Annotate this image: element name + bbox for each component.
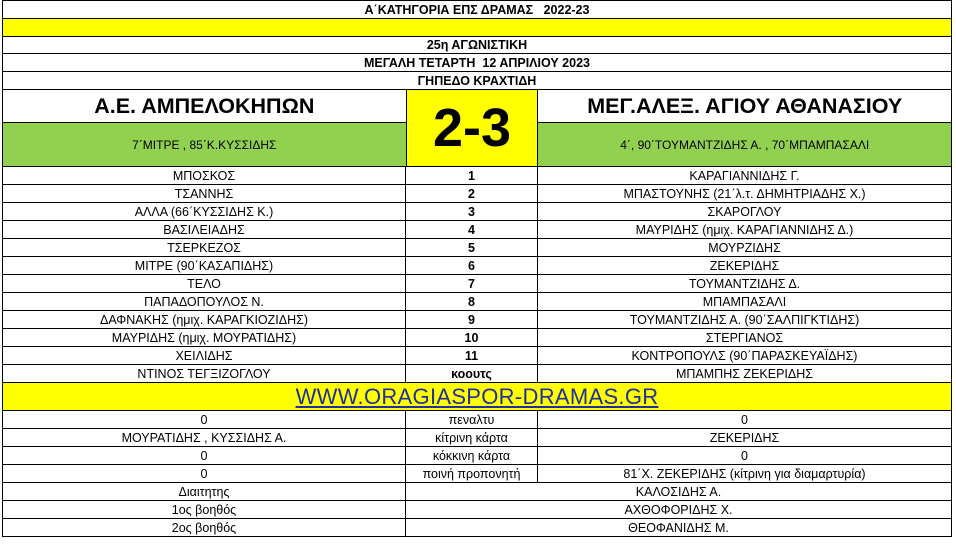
round-label: 25η ΑΓΩΝΙΣΤΙΚΗ (426, 38, 528, 52)
home-player: ΔΑΦΝΑΚΗΣ (ημιχ. ΚΑΡΑΓΚΙΟΖΙΔΗΣ) (3, 311, 406, 328)
away-player: ΤΟΥΜΑΝΤΖΙΔΗΣ Α. (90΄ΣΑΛΠΙΓΚΤΙΔΗΣ) (629, 312, 860, 327)
stat-label: ποινή προπονητή (406, 465, 538, 482)
home-stat-value: ΜΟΥΡΑΤΙΔΗΣ , ΚΥΣΣΙΔΗΣ Α. (3, 429, 406, 446)
away-player: ΚΟΝΤΡΟΠΟΥΛΣ (90΄ΠΑΡΑΣΚΕΥΑΪΔΗΣ) (631, 348, 858, 363)
stat-row (2, 429, 952, 447)
away-player: ΜΠΑΜΠΗΣ ΖΕΚΕΡΙΔΗΣ (675, 366, 813, 381)
home-player: ΤΣΑΝΝΗΣ (3, 185, 406, 202)
away-player: ΜΑΥΡΙΔΗΣ (ημιχ. ΚΑΡΑΓΙΑΝΝΙΔΗΣ Δ.) (635, 222, 854, 237)
stat-row (2, 465, 952, 483)
shirt-number: 6 (406, 257, 538, 274)
shirt-number: 4 (406, 221, 538, 238)
lineup-row (2, 293, 952, 311)
away-stat-value: 0 (741, 448, 748, 463)
official-row (2, 483, 952, 501)
home-player: ΑΛΛΑ (66΄ΚΥΣΣΙΔΗΣ Κ.) (3, 203, 406, 220)
lineup-row (2, 311, 952, 329)
home-player: ΤΕΛΟ (3, 275, 406, 292)
lineup-row (2, 239, 952, 257)
home-team-name: Α.Ε. ΑΜΠΕΛΟΚΗΠΩΝ (94, 93, 315, 118)
final-score: 2-3 (407, 90, 539, 166)
website-link[interactable]: WWW.ORAGIASPOR-DRAMAS.GR (295, 383, 659, 409)
home-scorers: 7΄ΜΙΤΡΕ , 85΄Κ.ΚΥΣΣΙΔΗΣ (3, 122, 406, 166)
stat-row (2, 411, 952, 429)
stats-table (2, 411, 952, 483)
stat-row (2, 447, 952, 465)
lineup-row (2, 167, 952, 185)
stat-label: κίτρινη κάρτα (406, 429, 538, 446)
shirt-number: 11 (406, 347, 538, 364)
home-side (3, 90, 407, 166)
lineup-row (2, 347, 952, 365)
website-row (2, 383, 952, 411)
venue-row (2, 72, 952, 90)
home-stat-value: 0 (3, 447, 406, 464)
shirt-number: κοουτς (406, 365, 538, 382)
away-player: ΣΚΑΡΟΓΛΟΥ (707, 204, 782, 219)
yellow-divider (2, 19, 952, 37)
away-player: ΜΟΥΡΖΙΔΗΣ (708, 240, 781, 255)
official-role: Διαιτητης (3, 483, 406, 500)
away-stat-value: ΖΕΚΕΡΙΔΗΣ (709, 430, 780, 445)
away-scorers: 4΄, 90΄ΤΟΥΜΑΝΤΖΙΔΗΣ Α. , 70΄ΜΠΑΜΠΑΣΑΛΙ (538, 122, 951, 166)
shirt-number: 5 (406, 239, 538, 256)
shirt-number: 3 (406, 203, 538, 220)
home-player: ΜΙΤΡΕ (90΄ΚΑΣΑΠΙΔΗΣ) (3, 257, 406, 274)
stat-label: πεναλτυ (406, 411, 538, 428)
home-stat-value: 0 (3, 411, 406, 428)
official-name: ΚΑΛΟΣΙΔΗΣ Α. (635, 484, 722, 499)
home-player: ΝΤΙΝΟΣ ΤΕΓΞΙΖΟΓΛΟΥ (3, 365, 406, 382)
away-player: ΤΟΥΜΑΝΤΖΙΔΗΣ Δ. (688, 276, 801, 291)
shirt-number: 2 (406, 185, 538, 202)
away-stat-value: 0 (741, 412, 748, 427)
lineup-row (2, 365, 952, 383)
lineup-row (2, 275, 952, 293)
home-player: ΜΑΥΡΙΔΗΣ (ημιχ. ΜΟΥΡΑΤΙΔΗΣ) (3, 329, 406, 346)
home-stat-value: 0 (3, 465, 406, 482)
shirt-number: 10 (406, 329, 538, 346)
official-role: 1ος βοηθός (3, 501, 406, 518)
shirt-number: 7 (406, 275, 538, 292)
shirt-number: 9 (406, 311, 538, 328)
home-player: ΤΣΕΡΚΕΖΟΣ (3, 239, 406, 256)
home-player: ΒΑΣΙΛΕΙΑΔΗΣ (3, 221, 406, 238)
shirt-number: 1 (406, 167, 538, 184)
official-name: ΑΧΘΟΦΟΡΙΔΗΣ Χ. (624, 502, 733, 517)
match-report-sheet (2, 0, 952, 537)
lineup-table (2, 167, 952, 383)
round-row (2, 37, 952, 54)
stat-label: κόκκινη κάρτα (406, 447, 538, 464)
away-player: ΜΠΑΜΠΑΣΑΛΙ (702, 294, 787, 309)
date-row (2, 54, 952, 72)
lineup-row (2, 257, 952, 275)
home-player: ΧΕΙΛΙΔΗΣ (3, 347, 406, 364)
lineup-row (2, 203, 952, 221)
away-player: ΜΠΑΣΤΟΥΝΗΣ (21΄λ.τ. ΔΗΜΗΤΡΙΑΔΗΣ Χ.) (623, 186, 866, 201)
title-row (2, 0, 952, 19)
officials-table (2, 483, 952, 537)
official-row (2, 501, 952, 519)
away-stat-value: 81΄Χ. ΖΕΚΕΡΙΔΗΣ (κίτρινη για διαμαρτυρία) (623, 466, 866, 481)
lineup-row (2, 185, 952, 203)
away-team-name: ΜΕΓ.ΑΛΕΞ. ΑΓΙΟΥ ΑΘΑΝΑΣΙΟΥ (587, 93, 903, 118)
lineup-row (2, 221, 952, 239)
home-player: ΠΑΠΑΔΟΠΟΥΛΟΣ Ν. (3, 293, 406, 310)
lineup-row (2, 329, 952, 347)
away-player: ΚΑΡΑΓΙΑΝΝΙΔΗΣ Γ. (689, 168, 800, 183)
league-title: Α΄ΚΑΤΗΓΟΡΙΑ ΕΠΣ ΔΡΑΜΑΣ 2022-23 (364, 2, 590, 17)
away-player: ΖΕΚΕΡΙΔΗΣ (709, 258, 780, 273)
match-date: ΜΕΓΑΛΗ ΤΕΤΑΡΤΗ 12 ΑΠΡΙΛΙΟΥ 2023 (363, 55, 590, 70)
official-role: 2ος βοηθός (3, 519, 406, 536)
away-side (538, 90, 951, 166)
official-row (2, 519, 952, 537)
official-name: ΘΕΟΦΑΝΙΔΗΣ Μ. (628, 520, 729, 535)
scoreboard (2, 90, 952, 167)
venue-label: ΓΗΠΕΔΟ ΚΡΑΧΤΙΔΗ (417, 73, 537, 88)
home-player: ΜΠΟΣΚΟΣ (3, 167, 406, 184)
shirt-number: 8 (406, 293, 538, 310)
away-player: ΣΤΕΡΓΙΑΝΟΣ (705, 330, 784, 345)
